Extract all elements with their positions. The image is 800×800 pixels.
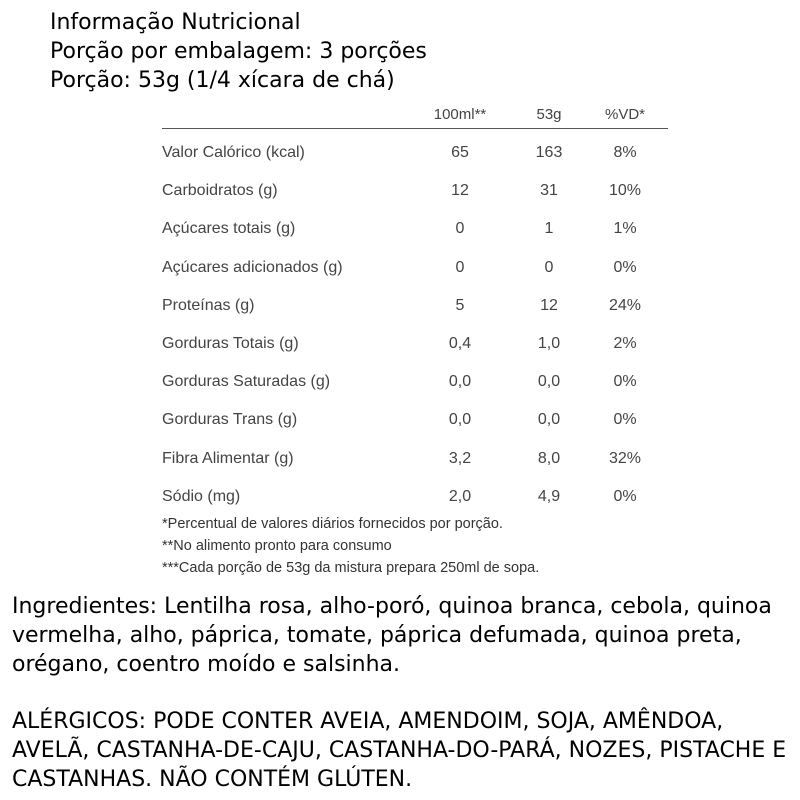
value-53g: 31 bbox=[540, 182, 558, 200]
value-53g: 4,9 bbox=[537, 487, 561, 505]
nutrient-label: Valor Calórico (kcal) bbox=[162, 144, 305, 162]
servings-per-package: Porção por embalagem: 3 porções bbox=[50, 39, 427, 64]
value-vd: 2% bbox=[613, 335, 637, 353]
table-row bbox=[162, 210, 668, 248]
value-100ml: 0,0 bbox=[448, 373, 472, 391]
value-100ml: 0 bbox=[455, 220, 465, 238]
value-53g: 12 bbox=[540, 296, 558, 314]
nutrient-label: Carboidratos (g) bbox=[162, 182, 278, 200]
value-vd: 1% bbox=[613, 220, 637, 238]
nutrition-header bbox=[50, 8, 427, 95]
value-53g: 0,0 bbox=[537, 411, 561, 429]
column-header-53g: 53g bbox=[536, 105, 562, 123]
value-vd: 0% bbox=[613, 487, 637, 505]
table-row bbox=[162, 287, 668, 325]
value-100ml: 12 bbox=[451, 182, 469, 200]
footnote: **No alimento pronto para consumo bbox=[162, 538, 392, 554]
nutrient-label: Fibra Alimentar (g) bbox=[162, 449, 294, 467]
value-100ml: 3,2 bbox=[448, 449, 472, 467]
value-vd: 8% bbox=[613, 144, 637, 162]
ingredients-text: Ingredientes: Lentilha rosa, alho-poró, quinoa branca, cebola, quinoa vermelha, alho, páprica, tomate, páprica defumada, quinoa preta, orégano, coentro moído e salsinha. bbox=[12, 594, 772, 677]
value-vd: 0% bbox=[613, 373, 637, 391]
table-row bbox=[162, 172, 668, 210]
table-row bbox=[162, 325, 668, 363]
footnote: ***Cada porção de 53g da mistura prepara 250ml de sopa. bbox=[162, 560, 540, 576]
allergens-text: ALÉRGICOS: PODE CONTER AVEIA, AMENDOIM, SOJA, AMÊNDOA, AVELÃ, CASTANHA-DE-CAJU, CASTANHA-DO-PARÁ, NOZES, PISTACHE E CASTANHAS. NÃO CONTÉM GLÚTEN. bbox=[12, 709, 787, 792]
value-100ml: 0 bbox=[455, 258, 465, 276]
nutrition-table bbox=[162, 100, 668, 516]
table-row bbox=[162, 249, 668, 287]
table-row bbox=[162, 401, 668, 439]
nutrition-title: Informação Nutricional bbox=[50, 10, 301, 35]
table-row bbox=[162, 440, 668, 478]
value-100ml: 2,0 bbox=[448, 487, 472, 505]
value-vd: 10% bbox=[608, 182, 642, 200]
value-vd: 0% bbox=[613, 258, 637, 276]
value-53g: 1 bbox=[544, 220, 554, 238]
value-53g: 8,0 bbox=[537, 449, 561, 467]
value-vd: 0% bbox=[613, 411, 637, 429]
value-53g: 1,0 bbox=[537, 335, 561, 353]
column-header-100ml: 100ml** bbox=[433, 105, 487, 123]
value-100ml: 0,0 bbox=[448, 411, 472, 429]
serving-size: Porção: 53g (1/4 xícara de chá) bbox=[50, 68, 395, 93]
table-header-row bbox=[162, 100, 668, 128]
nutrient-label: Gorduras Saturadas (g) bbox=[162, 373, 331, 391]
footnotes bbox=[162, 513, 539, 579]
value-100ml: 65 bbox=[451, 144, 469, 162]
value-100ml: 0,4 bbox=[448, 335, 472, 353]
nutrient-label: Gorduras Trans (g) bbox=[162, 411, 298, 429]
table-row bbox=[162, 363, 668, 401]
value-vd: 24% bbox=[608, 296, 642, 314]
table-body bbox=[162, 134, 668, 516]
value-100ml: 5 bbox=[455, 296, 465, 314]
footnote: *Percentual de valores diários fornecidos por porção. bbox=[162, 516, 503, 532]
nutrient-label: Sódio (mg) bbox=[162, 487, 241, 505]
value-53g: 0,0 bbox=[537, 373, 561, 391]
value-53g: 163 bbox=[535, 144, 563, 162]
column-header-vd: %VD* bbox=[604, 105, 645, 123]
table-row bbox=[162, 134, 668, 172]
nutrient-label: Açúcares totais (g) bbox=[162, 220, 296, 238]
value-53g: 0 bbox=[544, 258, 554, 276]
nutrient-label: Proteínas (g) bbox=[162, 296, 255, 314]
nutrient-label: Açúcares adicionados (g) bbox=[162, 258, 343, 276]
value-vd: 32% bbox=[608, 449, 642, 467]
table-row bbox=[162, 478, 668, 516]
nutrient-label: Gorduras Totais (g) bbox=[162, 335, 299, 353]
header-divider bbox=[162, 128, 668, 129]
